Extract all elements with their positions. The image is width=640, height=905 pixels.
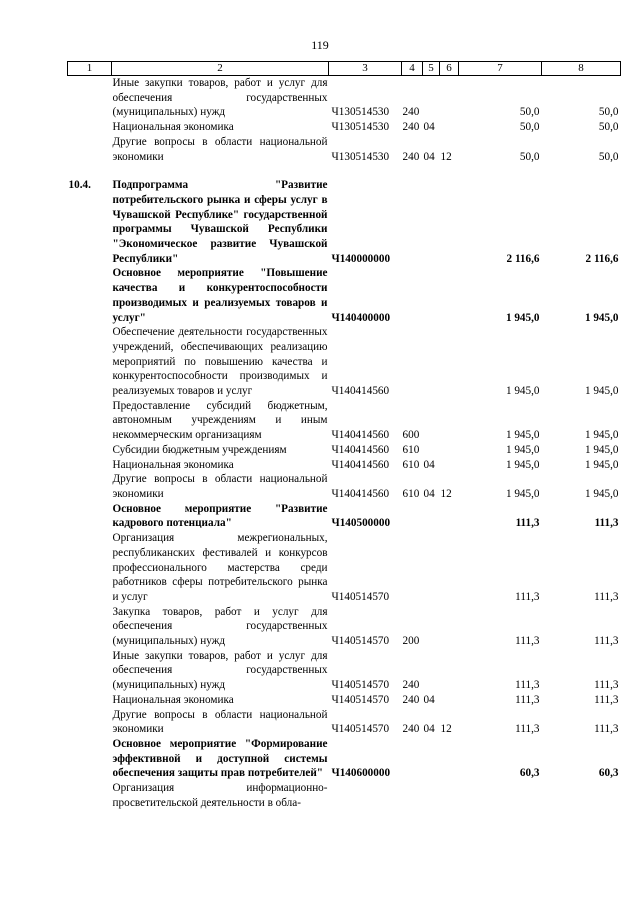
row-name: Предоставление субсидий бюджетным, автономным учреждениям и иным некоммерческим организациям xyxy=(112,399,328,442)
row-index xyxy=(68,472,112,501)
table-row xyxy=(68,781,621,810)
amount-column-8: 111,3 xyxy=(594,635,619,648)
column-header: 1 xyxy=(68,62,112,76)
amount-column-7: 111,3 xyxy=(515,590,540,603)
table-row xyxy=(68,708,621,737)
section-code xyxy=(423,76,440,121)
section-code xyxy=(423,443,440,458)
section-code xyxy=(423,781,440,810)
amount-column-8: 1 945,0 xyxy=(584,385,619,398)
row-name: Иные закупки товаров, работ и услуг для обеспечения государственных (муниципальных) нужд xyxy=(112,77,328,119)
row-index xyxy=(68,781,112,810)
amount-column-8: 60,3 xyxy=(598,767,619,780)
row-index xyxy=(68,266,112,325)
amount-column-7: 111,3 xyxy=(515,635,540,648)
table-row xyxy=(68,325,621,399)
expense-type-code xyxy=(402,781,423,810)
row-index xyxy=(68,693,112,708)
row-name: Субсидии бюджетным учреждениям xyxy=(112,443,287,456)
column-header: 3 xyxy=(329,62,402,76)
amount-column-8: 50,0 xyxy=(598,106,619,119)
target-article-code: Ч140414560 xyxy=(331,443,390,456)
subsection-code: 12 xyxy=(440,150,452,163)
target-article-code: Ч140600000 xyxy=(331,767,391,780)
section-code xyxy=(423,325,440,399)
header-row xyxy=(68,62,621,76)
row-index xyxy=(68,399,112,443)
section-code: 04 xyxy=(423,458,435,471)
row-name: Национальная экономика xyxy=(112,458,234,471)
amount-column-7: 1 945,0 xyxy=(505,385,540,398)
row-name: Организация информационно-просветительской деятельности в обла- xyxy=(112,782,328,809)
row-name: Обеспечение деятельности государственных учреждений, обеспечивающих реализацию мероприятий по повышению качества и конкурентоспособности производимых и реализуемых товаров и услуг xyxy=(112,326,328,398)
row-index: 10.4. xyxy=(68,179,91,192)
expense-type-code xyxy=(402,164,423,178)
subsection-code xyxy=(440,502,459,531)
amount-column-8: 111,3 xyxy=(594,693,619,706)
section-code xyxy=(423,502,440,531)
section-code xyxy=(423,399,440,443)
row-name: Другие вопросы в области национальной экономики xyxy=(112,473,328,500)
amount-column-7: 50,0 xyxy=(519,121,540,134)
amount-column-7: 60,3 xyxy=(519,767,540,780)
row-index xyxy=(68,135,112,164)
amount-column-8: 111,3 xyxy=(594,517,619,530)
amount-column-8: 111,3 xyxy=(594,723,619,736)
target-article-code xyxy=(329,781,402,810)
target-article-code: Ч140514570 xyxy=(331,693,390,706)
amount-column-8: 1 945,0 xyxy=(584,429,619,442)
expense-type-code: 610 xyxy=(402,458,420,471)
amount-column-8: 1 945,0 xyxy=(584,487,619,500)
target-article-code: Ч140514570 xyxy=(331,590,390,603)
table-row xyxy=(68,458,621,473)
amount-column-7: 2 116,6 xyxy=(506,252,540,265)
amount-column-8: 1 945,0 xyxy=(584,458,619,471)
expense-type-code xyxy=(402,325,423,399)
table-row xyxy=(68,164,621,178)
table-row xyxy=(68,649,621,693)
target-article-code: Ч140514570 xyxy=(331,635,390,648)
row-index xyxy=(68,737,112,781)
table-row xyxy=(68,502,621,531)
subsection-code xyxy=(440,458,459,473)
row-index xyxy=(68,531,112,605)
table-row xyxy=(68,399,621,443)
section-code: 04 xyxy=(423,150,435,163)
subsection-code xyxy=(440,120,459,135)
subsection-code xyxy=(440,325,459,399)
section-code xyxy=(423,737,440,781)
section-code xyxy=(423,531,440,605)
row-index xyxy=(68,164,112,178)
subsection-code xyxy=(440,399,459,443)
amount-column-8 xyxy=(542,781,621,810)
subsection-code xyxy=(440,164,459,178)
table-row xyxy=(68,266,621,325)
row-name: Основное мероприятие "Развитие кадрового потенциала" xyxy=(112,502,328,530)
amount-column-8: 50,0 xyxy=(598,121,619,134)
row-index xyxy=(68,76,112,121)
amount-column-8: 111,3 xyxy=(594,679,619,692)
row-index xyxy=(68,458,112,473)
amount-column-7: 111,3 xyxy=(515,723,540,736)
amount-column-8: 50,0 xyxy=(598,150,619,163)
row-name: Национальная экономика xyxy=(112,121,234,134)
table-row xyxy=(68,120,621,135)
amount-column-7 xyxy=(459,781,542,810)
section-code: 04 xyxy=(423,487,435,500)
table-row xyxy=(68,135,621,164)
expense-type-code xyxy=(402,178,423,266)
section-code: 04 xyxy=(423,723,435,736)
amount-column-7 xyxy=(459,164,542,178)
section-code xyxy=(423,178,440,266)
section-code: 04 xyxy=(423,693,435,706)
page-number: 119 xyxy=(311,38,329,52)
row-index xyxy=(68,708,112,737)
expense-type-code: 240 xyxy=(402,723,420,736)
subsection-code xyxy=(440,76,459,121)
target-article-code: Ч140414560 xyxy=(331,458,390,471)
amount-column-8: 2 116,6 xyxy=(585,252,619,265)
row-name: Иные закупки товаров, работ и услуг для обеспечения государственных (муниципальных) нужд xyxy=(112,649,328,692)
amount-column-7: 111,3 xyxy=(515,693,540,706)
amount-column-7: 111,3 xyxy=(515,679,540,692)
table-row xyxy=(68,605,621,649)
expense-type-code: 610 xyxy=(402,443,420,456)
section-code xyxy=(423,649,440,693)
amount-column-7: 50,0 xyxy=(519,106,540,119)
amount-column-7: 1 945,0 xyxy=(505,487,540,500)
subsection-code: 12 xyxy=(440,487,452,500)
target-article-code: Ч130514530 xyxy=(331,121,390,134)
expense-type-code: 200 xyxy=(402,635,420,648)
subsection-code: 12 xyxy=(440,723,452,736)
expense-type-code xyxy=(402,531,423,605)
budget-table xyxy=(67,61,621,810)
subsection-code xyxy=(440,649,459,693)
row-name: Закупка товаров, работ и услуг для обеспечения государственных (муниципальных) нужд xyxy=(112,605,328,648)
expense-type-code: 240 xyxy=(402,106,420,119)
column-header: 5 xyxy=(423,62,440,76)
expense-type-code: 240 xyxy=(402,679,420,692)
subsection-code xyxy=(440,737,459,781)
row-name: Основное мероприятие "Повышение качества и конкурентоспособности производимых и реализуемых товаров и услуг" xyxy=(112,267,328,324)
row-name: Национальная экономика xyxy=(112,693,234,706)
row-index xyxy=(68,325,112,399)
table-row xyxy=(68,443,621,458)
amount-column-7: 1 945,0 xyxy=(505,429,540,442)
row-index xyxy=(68,605,112,649)
section-code: 04 xyxy=(423,121,435,134)
column-header: 4 xyxy=(402,62,423,76)
expense-type-code xyxy=(402,737,423,781)
row-name: Основное мероприятие "Формирование эффективной и доступной системы обеспечения защиты прав потребителей" xyxy=(112,737,328,780)
target-article-code: Ч130514530 xyxy=(331,106,390,119)
target-article-code: Ч140400000 xyxy=(331,311,391,324)
expense-type-code: 610 xyxy=(402,487,420,500)
column-header: 6 xyxy=(440,62,459,76)
row-index xyxy=(68,649,112,693)
amount-column-7: 50,0 xyxy=(519,150,540,163)
subsection-code xyxy=(440,531,459,605)
target-article-code: Ч140514570 xyxy=(331,679,390,692)
subsection-code xyxy=(440,178,459,266)
target-article-code xyxy=(329,164,402,178)
target-article-code: Ч140414560 xyxy=(331,429,390,442)
amount-column-7: 111,3 xyxy=(515,517,540,530)
row-name: Другие вопросы в области национальной экономики xyxy=(112,135,328,163)
table-row xyxy=(68,693,621,708)
target-article-code: Ч140500000 xyxy=(331,517,391,530)
row-name: Подпрограмма "Развитие потребительского рынка и сферы услуг в Чувашской Республике" государственной программы Чувашской Республики "Экономическое развитие Чувашской Республики" xyxy=(112,179,328,265)
amount-column-7: 1 945,0 xyxy=(505,458,540,471)
table-body xyxy=(68,76,621,811)
subsection-code xyxy=(440,605,459,649)
row-index xyxy=(68,120,112,135)
expense-type-code: 600 xyxy=(402,429,420,442)
row-name xyxy=(112,164,329,178)
subsection-code xyxy=(440,266,459,325)
section-code xyxy=(423,164,440,178)
subsection-code xyxy=(440,693,459,708)
column-header: 7 xyxy=(459,62,542,76)
column-header: 8 xyxy=(542,62,621,76)
column-header: 2 xyxy=(112,62,329,76)
target-article-code: Ч140514570 xyxy=(331,723,390,736)
expense-type-code xyxy=(402,266,423,325)
table-row xyxy=(68,178,621,266)
amount-column-7: 1 945,0 xyxy=(505,311,540,324)
table-row xyxy=(68,737,621,781)
table-row xyxy=(68,531,621,605)
target-article-code: Ч140414560 xyxy=(331,385,390,398)
target-article-code: Ч140414560 xyxy=(331,487,390,500)
amount-column-7: 1 945,0 xyxy=(505,443,540,456)
section-code xyxy=(423,266,440,325)
table-row xyxy=(68,472,621,501)
amount-column-8: 1 945,0 xyxy=(584,443,619,456)
subsection-code xyxy=(440,781,459,810)
section-code xyxy=(423,605,440,649)
subsection-code xyxy=(440,443,459,458)
amount-column-8: 1 945,0 xyxy=(584,311,619,324)
expense-type-code xyxy=(402,502,423,531)
target-article-code: Ч140000000 xyxy=(331,252,391,265)
amount-column-8: 111,3 xyxy=(594,590,619,603)
row-name: Организация межрегиональных, республиканских фестивалей и конкурсов профессионального мастерства среди работников сферы потребительского рынка и услуг xyxy=(112,532,328,603)
expense-type-code: 240 xyxy=(402,693,420,706)
target-article-code: Ч130514530 xyxy=(331,150,390,163)
expense-type-code: 240 xyxy=(402,150,420,163)
amount-column-8 xyxy=(542,164,621,178)
row-index xyxy=(68,443,112,458)
table-row xyxy=(68,76,621,121)
row-name: Другие вопросы в области национальной экономики xyxy=(112,708,328,736)
expense-type-code: 240 xyxy=(402,121,420,134)
row-index xyxy=(68,502,112,531)
